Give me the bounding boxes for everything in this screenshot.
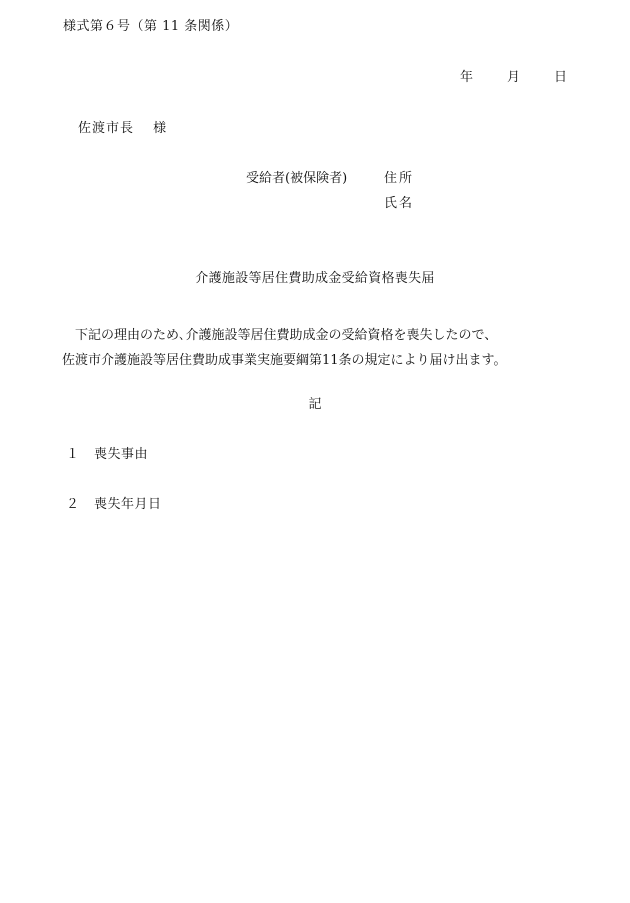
list-item	[66, 448, 148, 461]
body-line-2: 佐渡市介護施設等居住費助成事業実施要綱第11条の規定により届け出ます。	[62, 353, 507, 368]
month-label: 月	[507, 70, 521, 85]
body-line-1-text: 下記の理由のため､介護施設等居住費助成金の受給資格を喪失したので、	[75, 328, 498, 343]
body-line-1	[62, 323, 592, 348]
form-number: 様式第６号（第 11 条関係）	[63, 19, 239, 34]
ki-heading: 記	[308, 397, 322, 412]
recipient-label: 受給者(被保険者)	[246, 171, 348, 186]
item-number: ２	[66, 497, 80, 512]
name-label: 氏名	[384, 196, 415, 211]
document-title: 介護施設等居住費助成金受給資格喪失届	[195, 271, 435, 286]
body-paragraph	[62, 323, 592, 373]
item-label: 喪失年月日	[94, 497, 162, 512]
item-label: 喪失事由	[94, 447, 149, 462]
year-label: 年	[460, 70, 474, 85]
day-label: 日	[554, 70, 568, 85]
item-number: １	[66, 447, 80, 462]
addressee: 佐渡市長 様	[78, 121, 168, 136]
address-label: 住所	[384, 171, 415, 186]
list-item	[66, 498, 162, 511]
